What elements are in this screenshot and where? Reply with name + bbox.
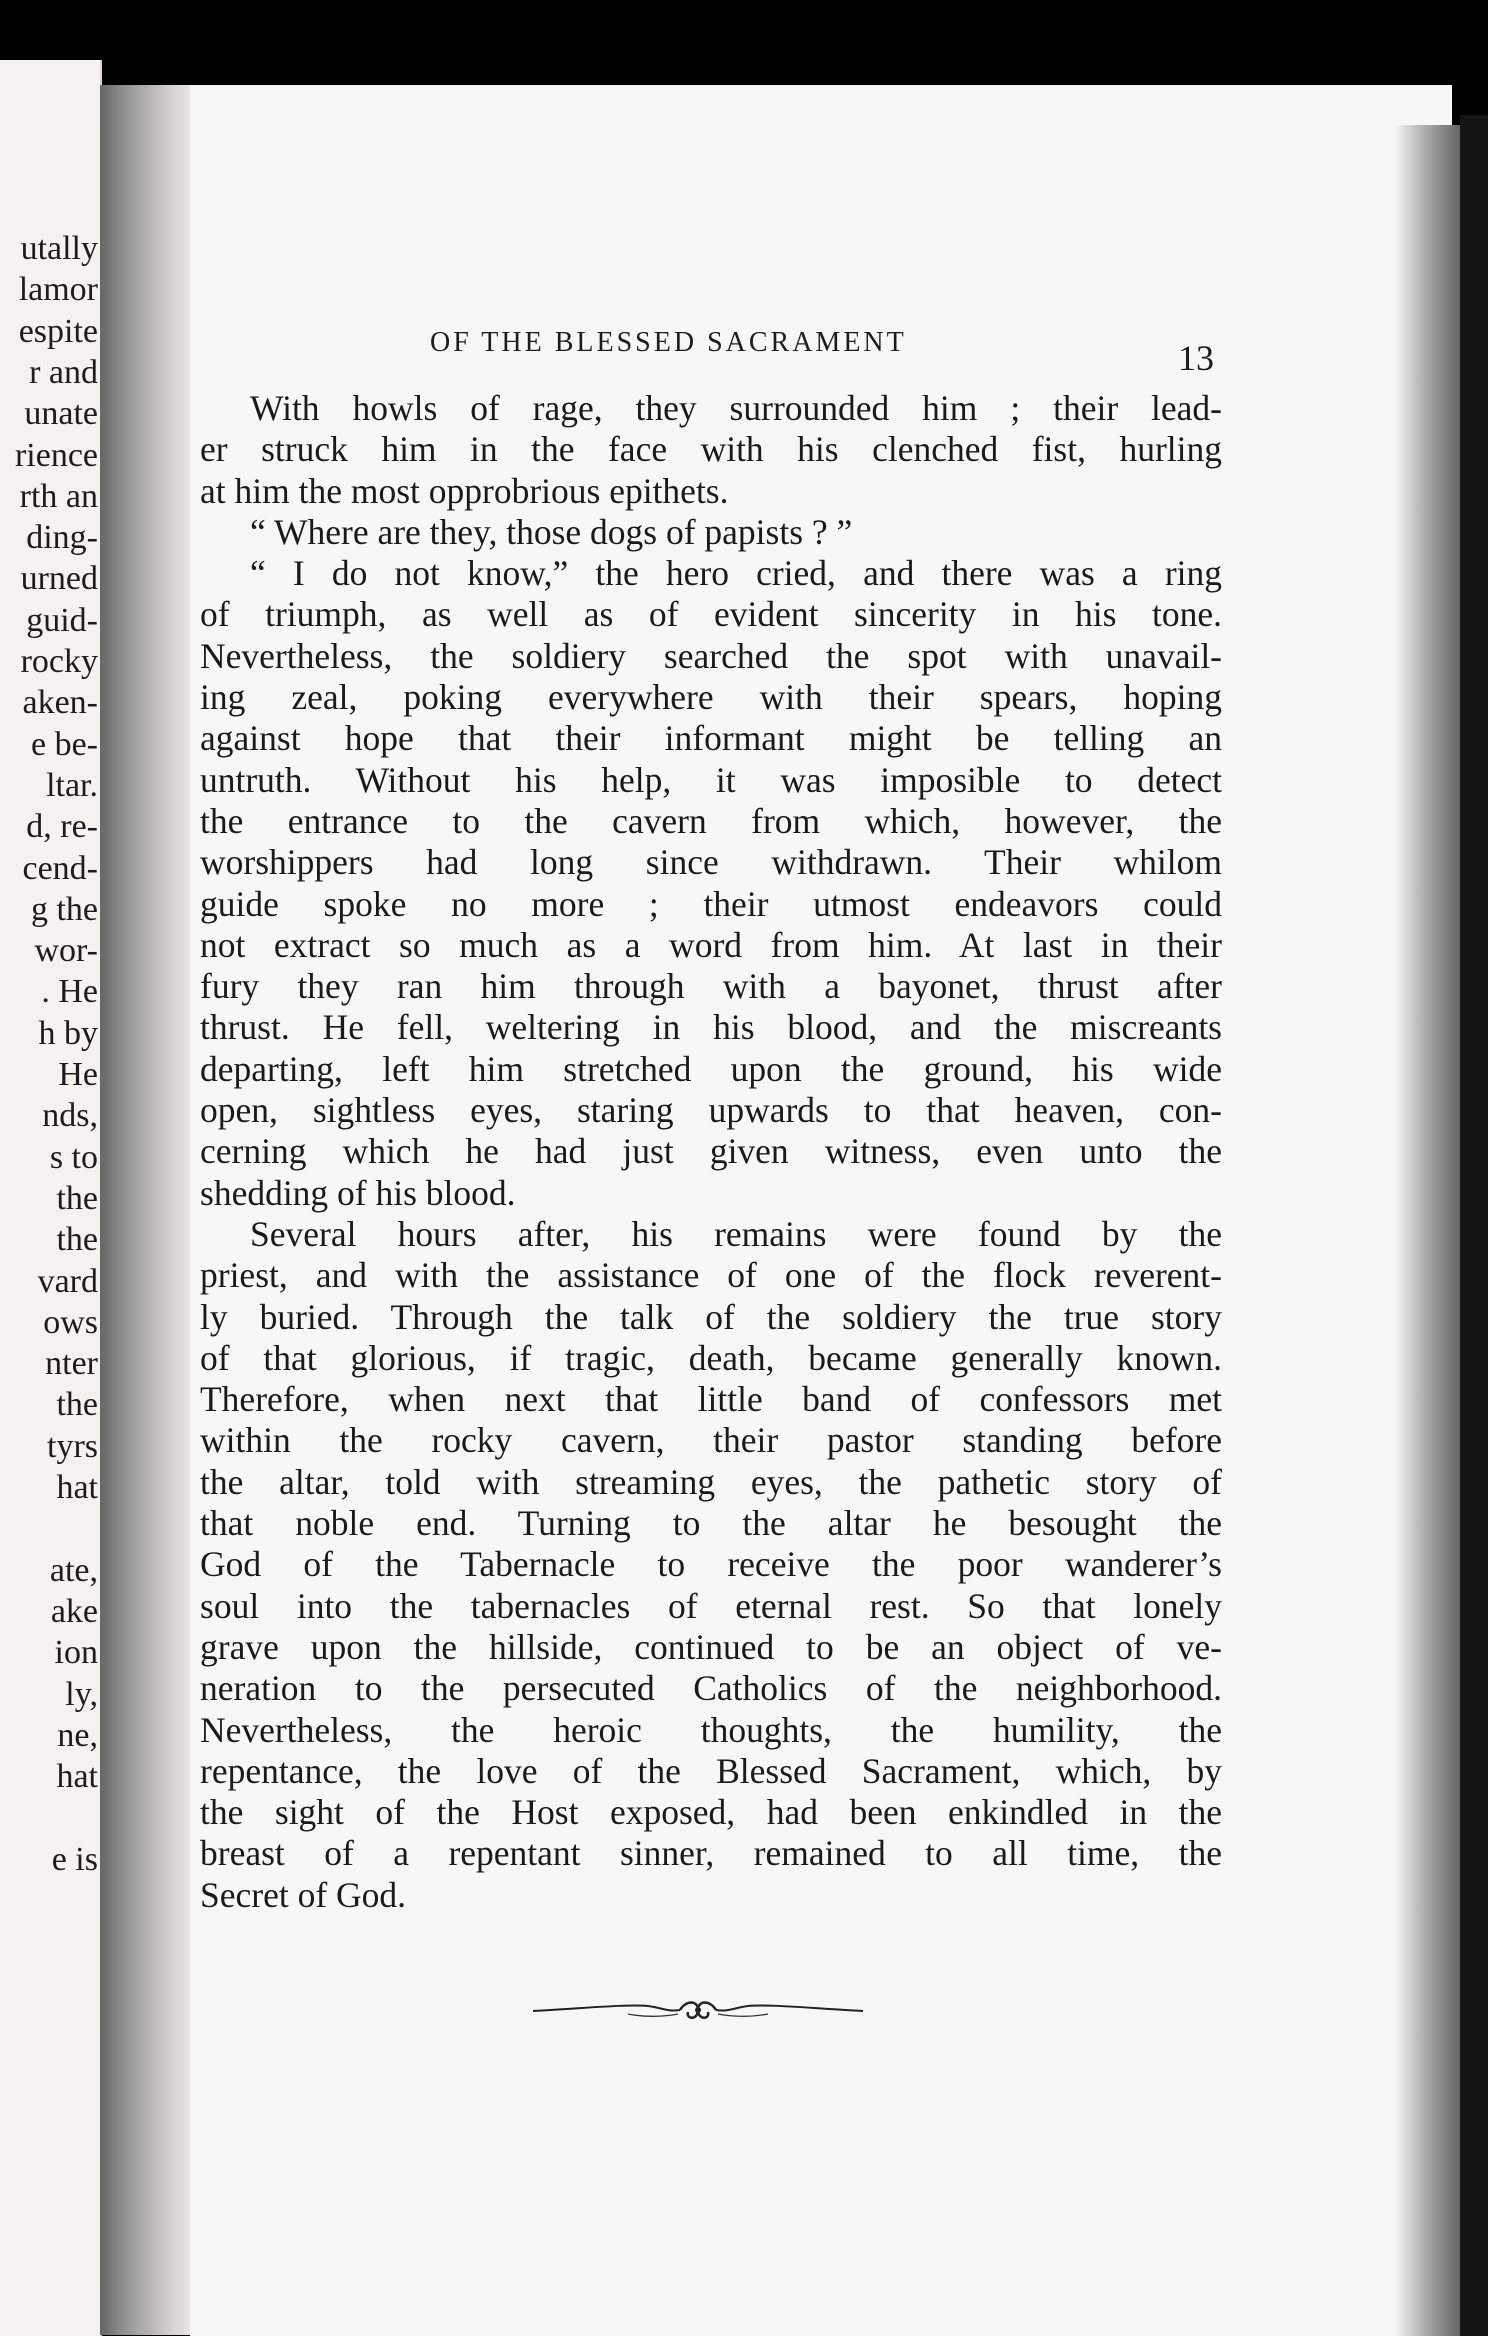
left-page-text-fragment: ne, xyxy=(57,1716,98,1754)
text-line: ly buried. Through the talk of the soldiery the true story xyxy=(200,1296,1222,1337)
text-line: Secret of God. xyxy=(200,1874,407,1915)
text-line: With howls of rage, they surrounded him ; their lead- xyxy=(250,388,1222,428)
text-line: worshippers had long since withdrawn. Their whilom xyxy=(200,842,1222,883)
text-line: open, sightless eyes, staring upwards to that heaven, con- xyxy=(200,1090,1222,1131)
text-line: “ Where are they, those dogs of papists ? ” xyxy=(250,511,853,552)
left-page-text-fragment: nds, xyxy=(42,1097,98,1135)
text-line: of that glorious, if tragic, death, became generally known. xyxy=(200,1337,1222,1378)
left-page-text-fragment: ows xyxy=(43,1303,98,1341)
text-line: that noble end. Turning to the altar he besought the xyxy=(200,1503,1222,1544)
text-line: er struck him in the face with his clenched fist, hurling xyxy=(200,429,1222,470)
left-page-text-fragment: r and xyxy=(29,353,98,391)
tailpiece-ornament-icon xyxy=(528,1990,868,2030)
left-page-text-fragment: s to xyxy=(49,1138,98,1176)
left-page-text-fragment: espite xyxy=(18,312,98,350)
left-page-text-fragment: . He xyxy=(41,973,98,1011)
page-edge-shadow xyxy=(1395,125,1465,2336)
left-page-text-fragment: vard xyxy=(37,1262,98,1300)
left-page-text-fragment: lamor xyxy=(18,271,98,309)
left-page-text-fragment: hat xyxy=(56,1758,98,1796)
left-page-text-fragment: guid- xyxy=(26,601,98,639)
left-page-text-fragment: the xyxy=(56,1386,98,1424)
left-page-text-fragment: tyrs xyxy=(47,1427,98,1465)
text-line: the entrance to the cavern from which, however, the xyxy=(200,800,1222,841)
left-page-text-fragment: e is xyxy=(51,1840,98,1878)
text-line: untruth. Without his help, it was imposible to detect xyxy=(200,759,1222,800)
left-page-text-fragment: e be- xyxy=(30,725,98,763)
left-page-text-fragment: unate xyxy=(24,395,98,433)
text-line: guide spoke no more ; their utmost endeavors could xyxy=(200,883,1222,924)
left-page-text-fragment: He xyxy=(58,1056,98,1093)
left-page-text-fragment: wor- xyxy=(34,932,98,970)
running-head: OF THE BLESSED SACRAMENT xyxy=(430,327,907,358)
left-page-edge xyxy=(0,60,102,2336)
text-line: at him the most opprobrious epithets. xyxy=(200,470,729,511)
text-line: God of the Tabernacle to receive the poor wanderer’s xyxy=(200,1544,1222,1585)
left-page-text-fragment: rocky xyxy=(20,643,98,680)
left-page-text-fragment: urned xyxy=(20,560,98,598)
text-line: neration to the persecuted Catholics of the neighborhood. xyxy=(200,1668,1222,1709)
left-page-text-fragment: the xyxy=(56,1179,98,1217)
text-line: soul into the tabernacles of eternal rest. So that lonely xyxy=(200,1585,1222,1626)
left-page-text-fragment: ding- xyxy=(26,519,98,557)
text-line: grave upon the hillside, continued to be an object of ve- xyxy=(200,1626,1222,1667)
text-line: within the rocky cavern, their pastor standing before xyxy=(200,1420,1222,1461)
text-line: ing zeal, poking everywhere with their spears, hoping xyxy=(200,677,1222,718)
left-page-text-fragment: rth an xyxy=(19,477,98,515)
left-page-text-fragment: the xyxy=(56,1221,98,1259)
text-line: cerning which he had just given witness, even unto the xyxy=(200,1131,1222,1172)
text-line: shedding of his blood. xyxy=(200,1172,516,1213)
left-page-text-fragment: aken- xyxy=(22,684,98,722)
book-right-edge xyxy=(1460,115,1488,2336)
text-line: breast of a repentant sinner, remained to all time, the xyxy=(200,1833,1222,1874)
text-line: fury they ran him through with a bayonet, thrust after xyxy=(200,966,1222,1007)
body-text xyxy=(200,388,1222,1916)
left-page-text-fragment: ion xyxy=(54,1634,98,1672)
left-page-text-fragment: cend- xyxy=(22,849,98,887)
left-page-text-fragment: d, re- xyxy=(26,808,98,846)
text-line: repentance, the love of the Blessed Sacrament, which, by xyxy=(200,1750,1222,1791)
text-line: Nevertheless, the soldiery searched the spot with unavail- xyxy=(200,635,1222,676)
text-line: not extract so much as a word from him. At last in their xyxy=(200,924,1222,965)
book-gutter-shadow xyxy=(100,85,200,2335)
left-page-text-fragment: h by xyxy=(38,1014,98,1052)
page-number: 13 xyxy=(1178,338,1214,378)
text-line: of triumph, as well as of evident sincerity in his tone. xyxy=(200,594,1222,635)
text-line: “ I do not know,” the hero cried, and there was a ring xyxy=(250,553,1222,594)
left-page-text-fragment: utally xyxy=(20,230,98,267)
text-line: departing, left him stretched upon the ground, his wide xyxy=(200,1048,1222,1089)
text-line: Nevertheless, the heroic thoughts, the humility, the xyxy=(200,1709,1222,1750)
text-line: thrust. He fell, weltering in his blood, and the miscreants xyxy=(200,1007,1222,1048)
text-line: Several hours after, his remains were found by the xyxy=(250,1213,1222,1254)
left-page-text-fragment: rience xyxy=(14,436,98,474)
text-line: Therefore, when next that little band of confessors met xyxy=(200,1379,1222,1420)
left-page-text-fragment: ate, xyxy=(49,1551,98,1589)
left-page-text-fragment: ake xyxy=(50,1592,98,1630)
text-line: priest, and with the assistance of one of the flock reverent- xyxy=(200,1255,1222,1296)
left-page-text-fragment: ltar. xyxy=(46,766,98,804)
left-page-text-fragment: ly, xyxy=(65,1675,98,1713)
text-line: the sight of the Host exposed, had been enkindled in the xyxy=(200,1792,1222,1833)
left-page-text-fragment: hat xyxy=(56,1469,98,1506)
left-page-text-fragment: g the xyxy=(30,890,98,928)
text-line: the altar, told with streaming eyes, the pathetic story of xyxy=(200,1461,1222,1502)
text-line: against hope that their informant might be telling an xyxy=(200,718,1222,759)
left-page-text-fragment: nter xyxy=(45,1345,98,1383)
